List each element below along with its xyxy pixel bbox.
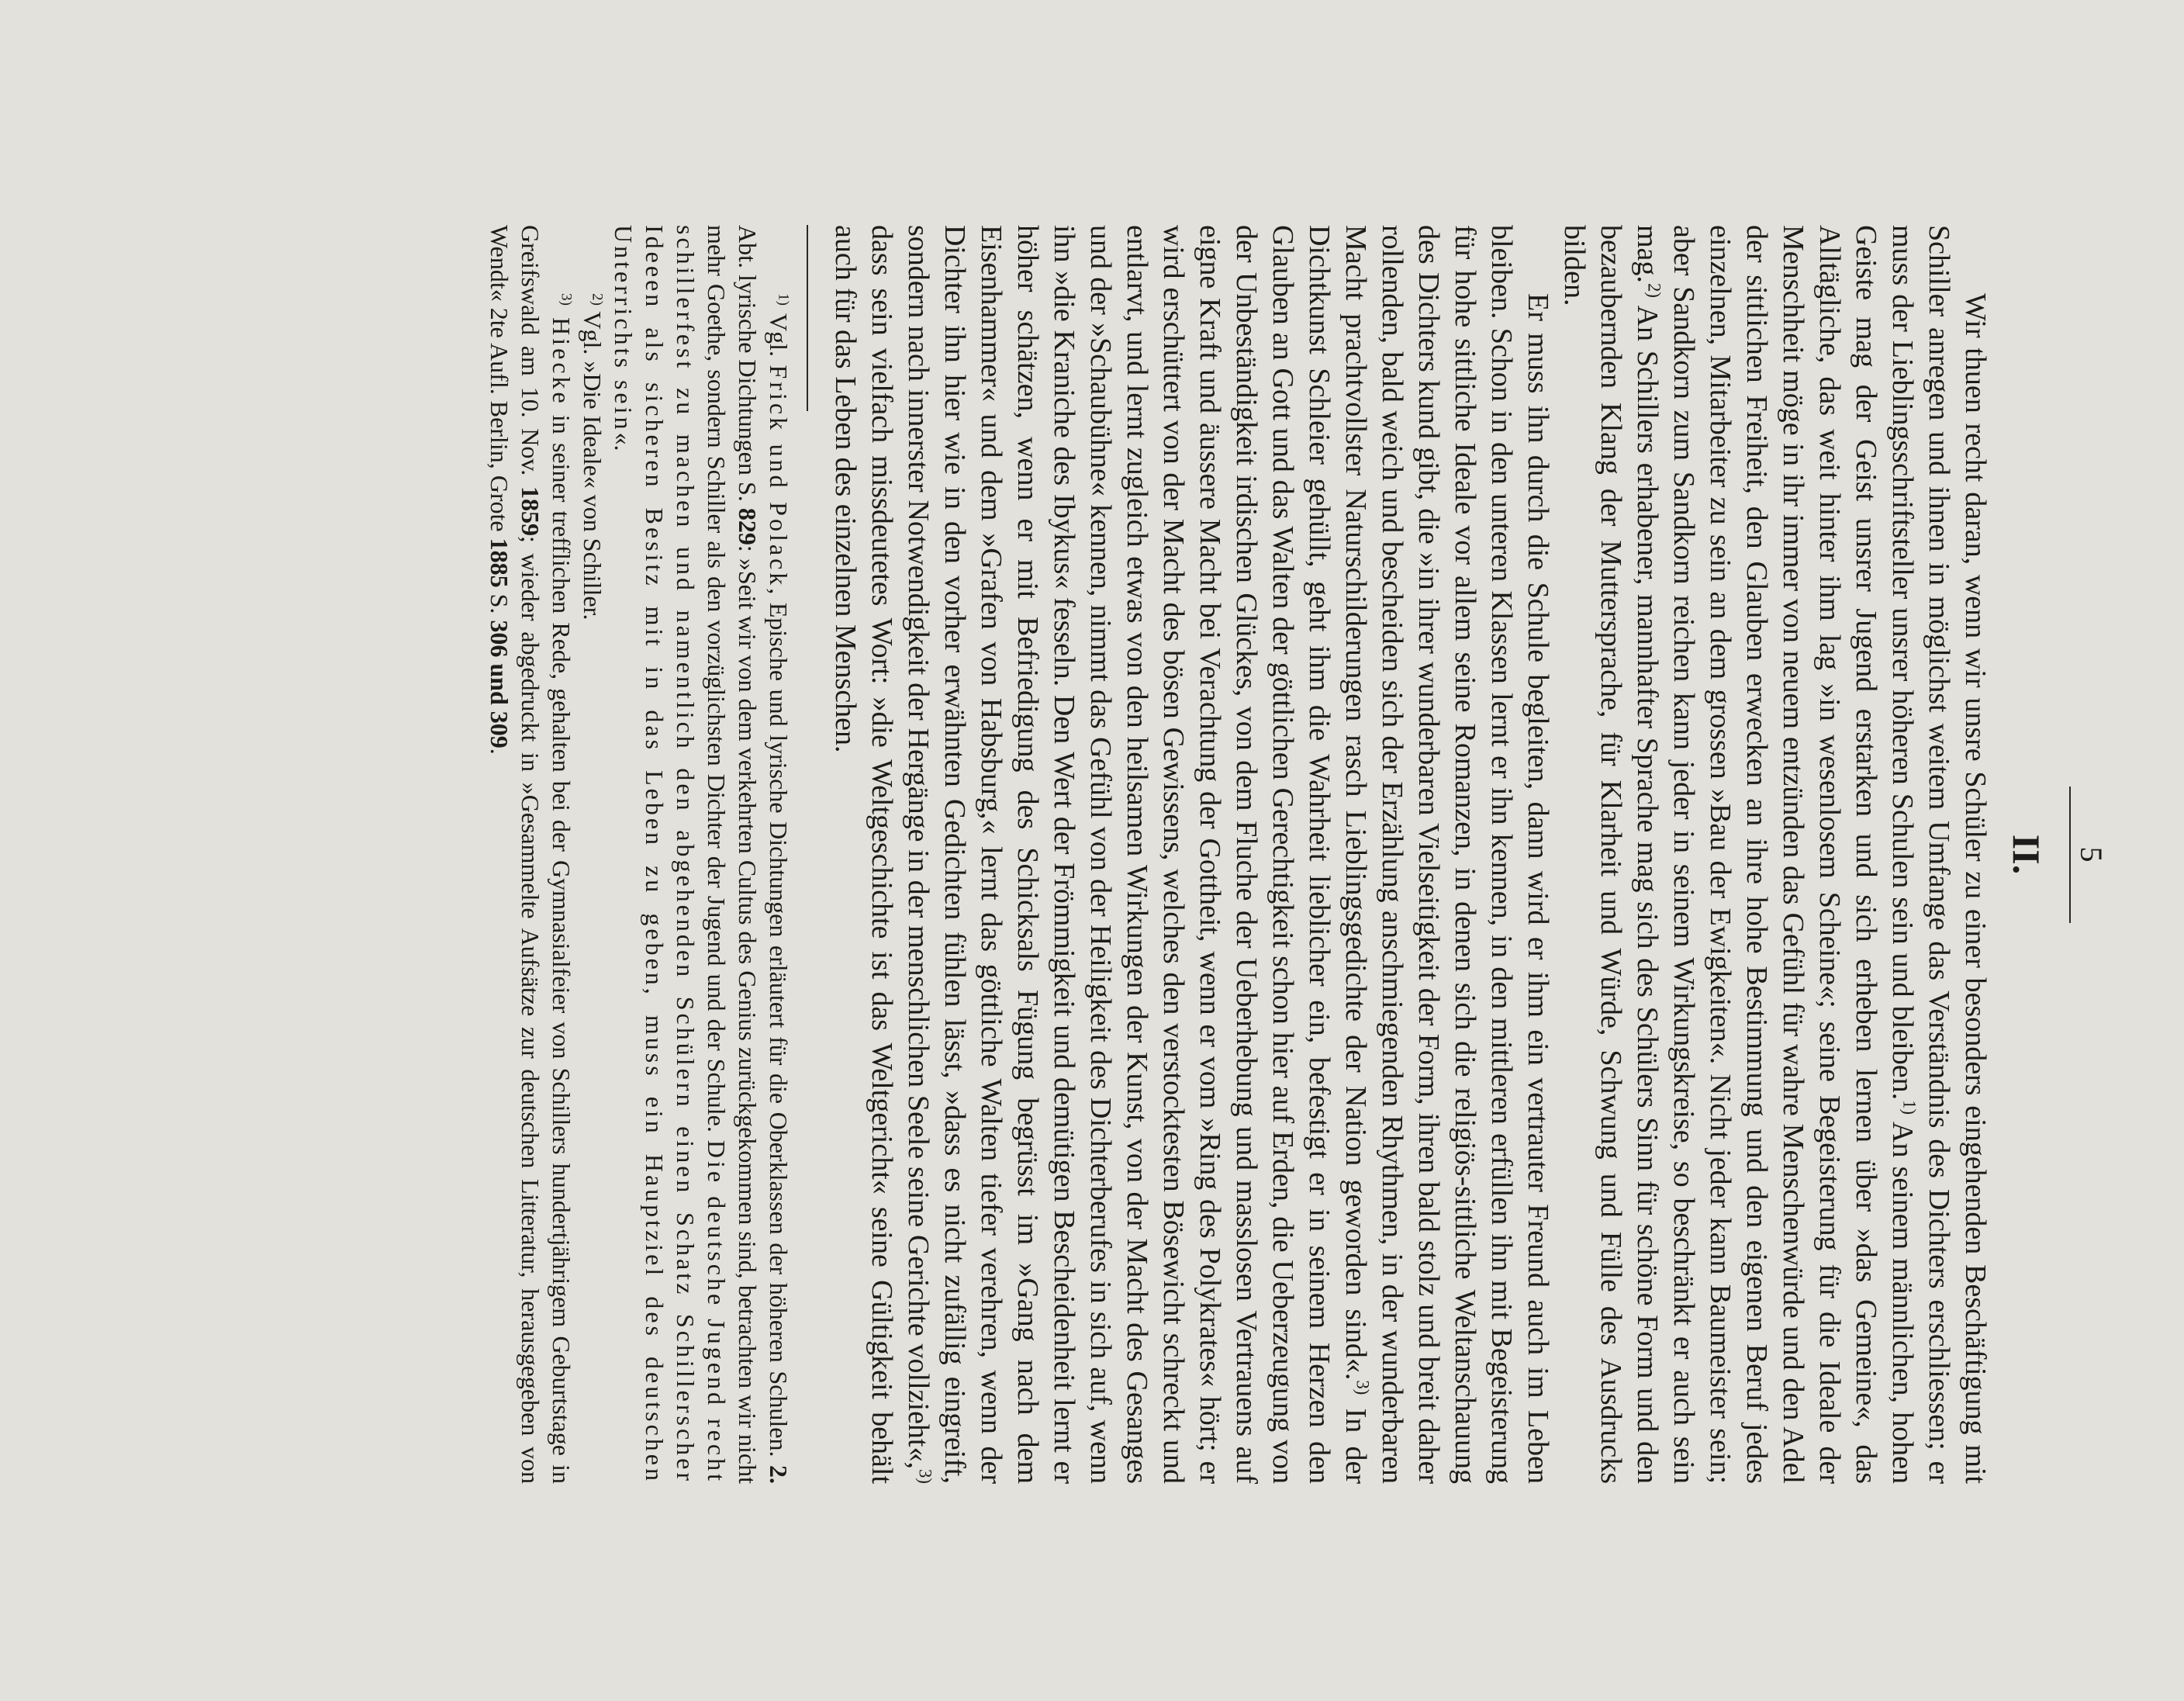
footnote-1: $^{1)}$ Vgl. Frick und Polack, Epische und lyrische Dichtungen erläutert für die Oberklassen der höheren Schulen. 2. Abt. lyrische Dichtungen S. 829: »Seit wir von dem verkehrten Cultus des Genius zurückgekommen sind, betrachten wir nicht mehr Goethe, sondern Schiller als den vorzüglichsten Dichter der Jugend und der Schule. Die deutsche Jugend recht schillerfest zu machen und namentlich den abgehenden Schülern einen Schatz Schillerscher Ideeen als sicheren Besitz mit in das Leben zu geben, muss ein Hauptziel des deutschen Unterrichts sein«. (610, 225, 793, 1485)
footnote-ref-2: 2) (1644, 282, 1664, 298)
paragraph-2: Er muss ihn durch die Schule begleiten, dann wird er ihm ein vertrauter Freund auch im Leben bleiben. Schon in den unteren Klassen lernt er ihn kennen, in den mittleren erfüllen ihn mit Begeisterung für hohe sittliche Ideale vor allem seine Romanzen, in denen sich die religiös-sittliche Weltanschauung des Dichters kund gibt, die »in ihrer wunderbaren Vielseitigkeit der Form, ihren bald stolz und breit daher rollenden, bald weich und bescheiden sich der Erzählung anschmiegenden Rhythmen, in der wunderbaren Macht prachtvollster Naturschilderungen rasch Lieblingsgedichte der Nation geworden sind«.$^{3)}$ In der Dichtkunst Schleier gehüllt, geht ihm die Wahrheit lieblicher ein, befestigt er in seinem Herzen den Glauben an Gott und das Walten der göttlichen Gerechtigkeit schon hier auf Erden, die Ueberzeugung von der Unbeständigkeit irdischen Glückes, von dem Fluche der Ueberhebung und masslosen Vertrauens auf eigne Kraft und äussere Macht bei Verachtung der Gottheit, wenn er vom »Ring des Polykrates« hört; er wird erschüttert von der Macht des bösen Gewissens, welches den verstocktesten Bösewicht schreckt und entlarvt, und lernt zugleich etwas von den heilsamen Wirkungen der Kunst, von der Macht des Gesanges und der »Schaubühne« kennen, nimmt das Gefühl von der Heiligkeit des Dichterberufes in sich auf, wenn ihn »die Kraniche des Ibykus« fesseln. Den Wert der Frömmigkeit und demütigen Bescheidenheit lernt er höher schätzen, wenn er mit Befriedigung des Schicksals Fügung begrüsst im »Gang nach dem Eisenhammer« und dem »Grafen von Habsburg,« lernt das göttliche Walten tiefer verehren, wenn der Dichter ihn hier wie in den vorher erwähnten Gedichten fühlen lässt, »dass es nicht zufällig eingreift, sondern nach innerster Notwendigkeit der Hergänge in der menschlichen Seele seine Gerichte vollzieht«,$^{3)}$ dass sein vielfach missdeutetes Wort: »die Weltgeschichte ist das Weltgericht« seine Gültigkeit behält auch für das Leben des einzelnen Menschen. (829, 225, 1554, 1484)
page-number: 5 (2074, 846, 2109, 863)
footnote-rule (807, 225, 808, 411)
footnote-ref-1: 1) (1899, 1100, 1920, 1115)
paragraph-1: Wir thuen recht daran, wenn wir unsre Schüler zu einer besonders eingehenden Beschäftigung mit Schiller anregen und ihnen in möglichst weitem Umfange das Verständnis des Dichters erschliessen; er muss der Lieblingsschriftsteller unsrer höheren Schulen sein und bleiben.$^{1)}$ An seinem männlichen, hohen Geiste mag der Geist unsrer Jugend erstarken und sich erheben lernen über »das Gemeine«, das Alltägliche, das weit hinter ihm lag »in wesenlosem Scheine«; seine Begeisterung für die Ideale der Menschheit möge in ihr immer von neuem entzünden das Gefühl für wahre Menschenwürde und den Adel der sittlichen Freiheit, den Glauben erwecken an ihre hohe Bestimmung und den eigenen Beruf jedes einzelnen, Mitarbeiter zu sein an dem grossen »Bau der Ewigkeiten«. Nicht jeder kann Baumeister sein; aber Sandkorn zum Sandkorn reichen kann jeder in seinem Wirkungskreise, so beschränkt er auch sein mag.$^{2)}$ An Schillers erhabener, mannhafter Sprache mag sich des Schülers Sinn für schöne Form und den bezaubernden Klang der Muttersprache, für Klarheit und Würde, Schwung und Fülle des Ausdrucks bilden. (1558, 225, 1992, 1485)
footnote-ref-3b: 3) (915, 1469, 935, 1484)
header-rule (2069, 787, 2071, 923)
footnote-2: $^{2)}$ Vgl. »Die Ideale« von Schiller. (579, 293, 606, 621)
footnote-3: $^{3)}$ Hiecke in seiner trefflichen Rede, gehalten bei der Gymnasialfeier von Schillers hundertjährigem Geburtstage in Greifswald am 10. Nov. 1859; wieder abgedruckt in »Gesammelte Aufsätze zur deutschen Litteratur, herausgegeben von Wendt« 2te Aufl. Berlin, Grote 1885 S. 306 und 309. (486, 225, 575, 1485)
section-heading: II. (2005, 834, 2048, 875)
footnote-ref-3: 3) (1353, 1380, 1373, 1395)
footnotes (484, 225, 794, 1484)
body-text (827, 225, 1993, 1484)
